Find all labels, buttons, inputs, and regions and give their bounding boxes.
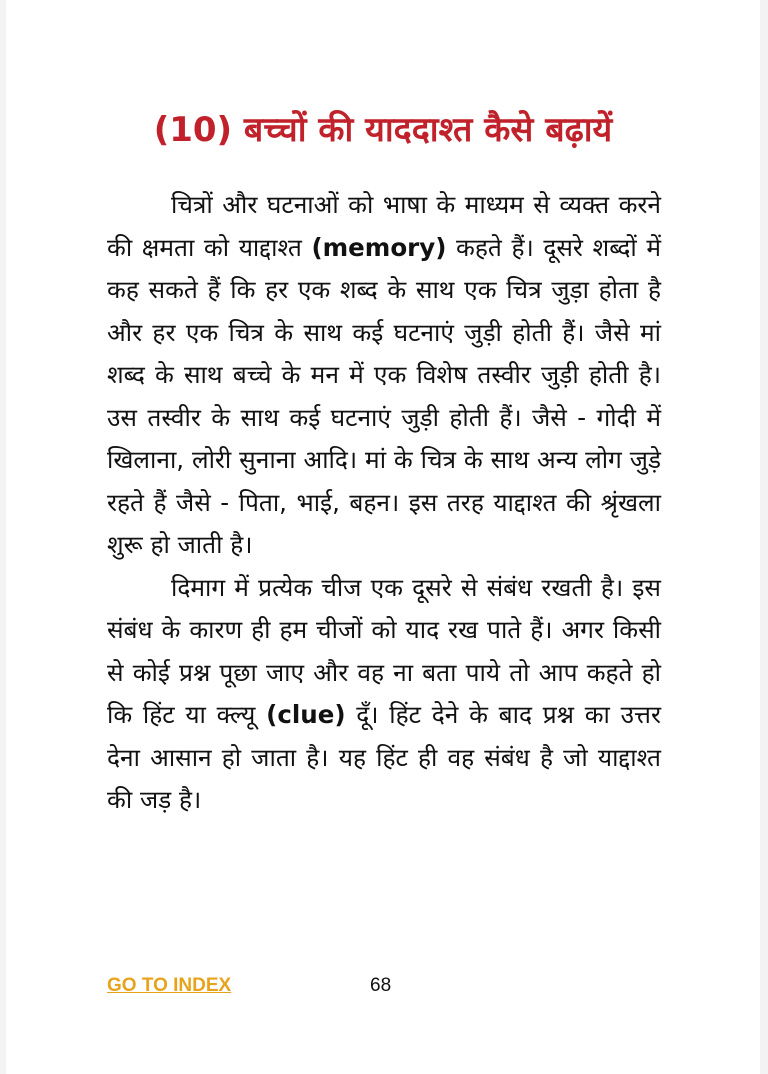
paragraph-1 [107, 184, 661, 567]
paragraph-2 [107, 567, 661, 822]
go-to-index-link[interactable]: GO TO INDEX [107, 975, 232, 996]
paragraph-2-text-a: दिमाग में प्रत्येक चीज एक दूसरे से संबंध रखती है। इस संबंध के कारण ही हम चीजों को याद रख पाते हैं। अगर किसी से कोई प्रश्न पूछा जाए और वह ना बता पाये तो आप कहते हो कि हिंट या क्ल्यू [107, 572, 661, 729]
document-page [6, 0, 760, 1074]
clue-term: (clue) [266, 700, 346, 729]
paragraph-1-text-b: कहते हैं। दूसरे शब्दों में कह सकते हैं कि हर एक शब्द के साथ एक चित्र जुड़ा होता है और हर एक चित्र के साथ कई घटनाएं जुड़ी होती हैं। जैसे मां शब्द के साथ बच्चे के मन में एक विशेष तस्वीर जुड़ी होती है। उस तस्वीर के साथ कई घटनाएं जुड़ी होती हैं। जैसे - गोदी में खिलाना, लोरी सुनाना आदि। मां के चित्र के साथ अन्य लोग जुड़े रहते हैं जैसे - पिता, भाई, बहन। इस तरह याद्दाश्त की श्रृंखला शुरू हो जाती है। [107, 232, 661, 559]
page-number: 68 [370, 975, 392, 996]
page-title: (10) बच्चों की याददाश्त कैसे बढ़ायें [153, 110, 613, 150]
memory-term: (memory) [311, 232, 447, 262]
paragraph-2-text-b: दूँ। हिंट देने के बाद प्रश्न का उत्तर देना आसान हो जाता है। यह हिंट ही वह संबंध है जो याद्दाश्त की जड़ है। [107, 700, 661, 814]
paragraph-1-text-a: चित्रों और घटनाओं को भाषा के माध्यम से व्यक्त करने की क्षमता को याद्दाश्त [107, 190, 661, 262]
body-text [107, 184, 661, 822]
